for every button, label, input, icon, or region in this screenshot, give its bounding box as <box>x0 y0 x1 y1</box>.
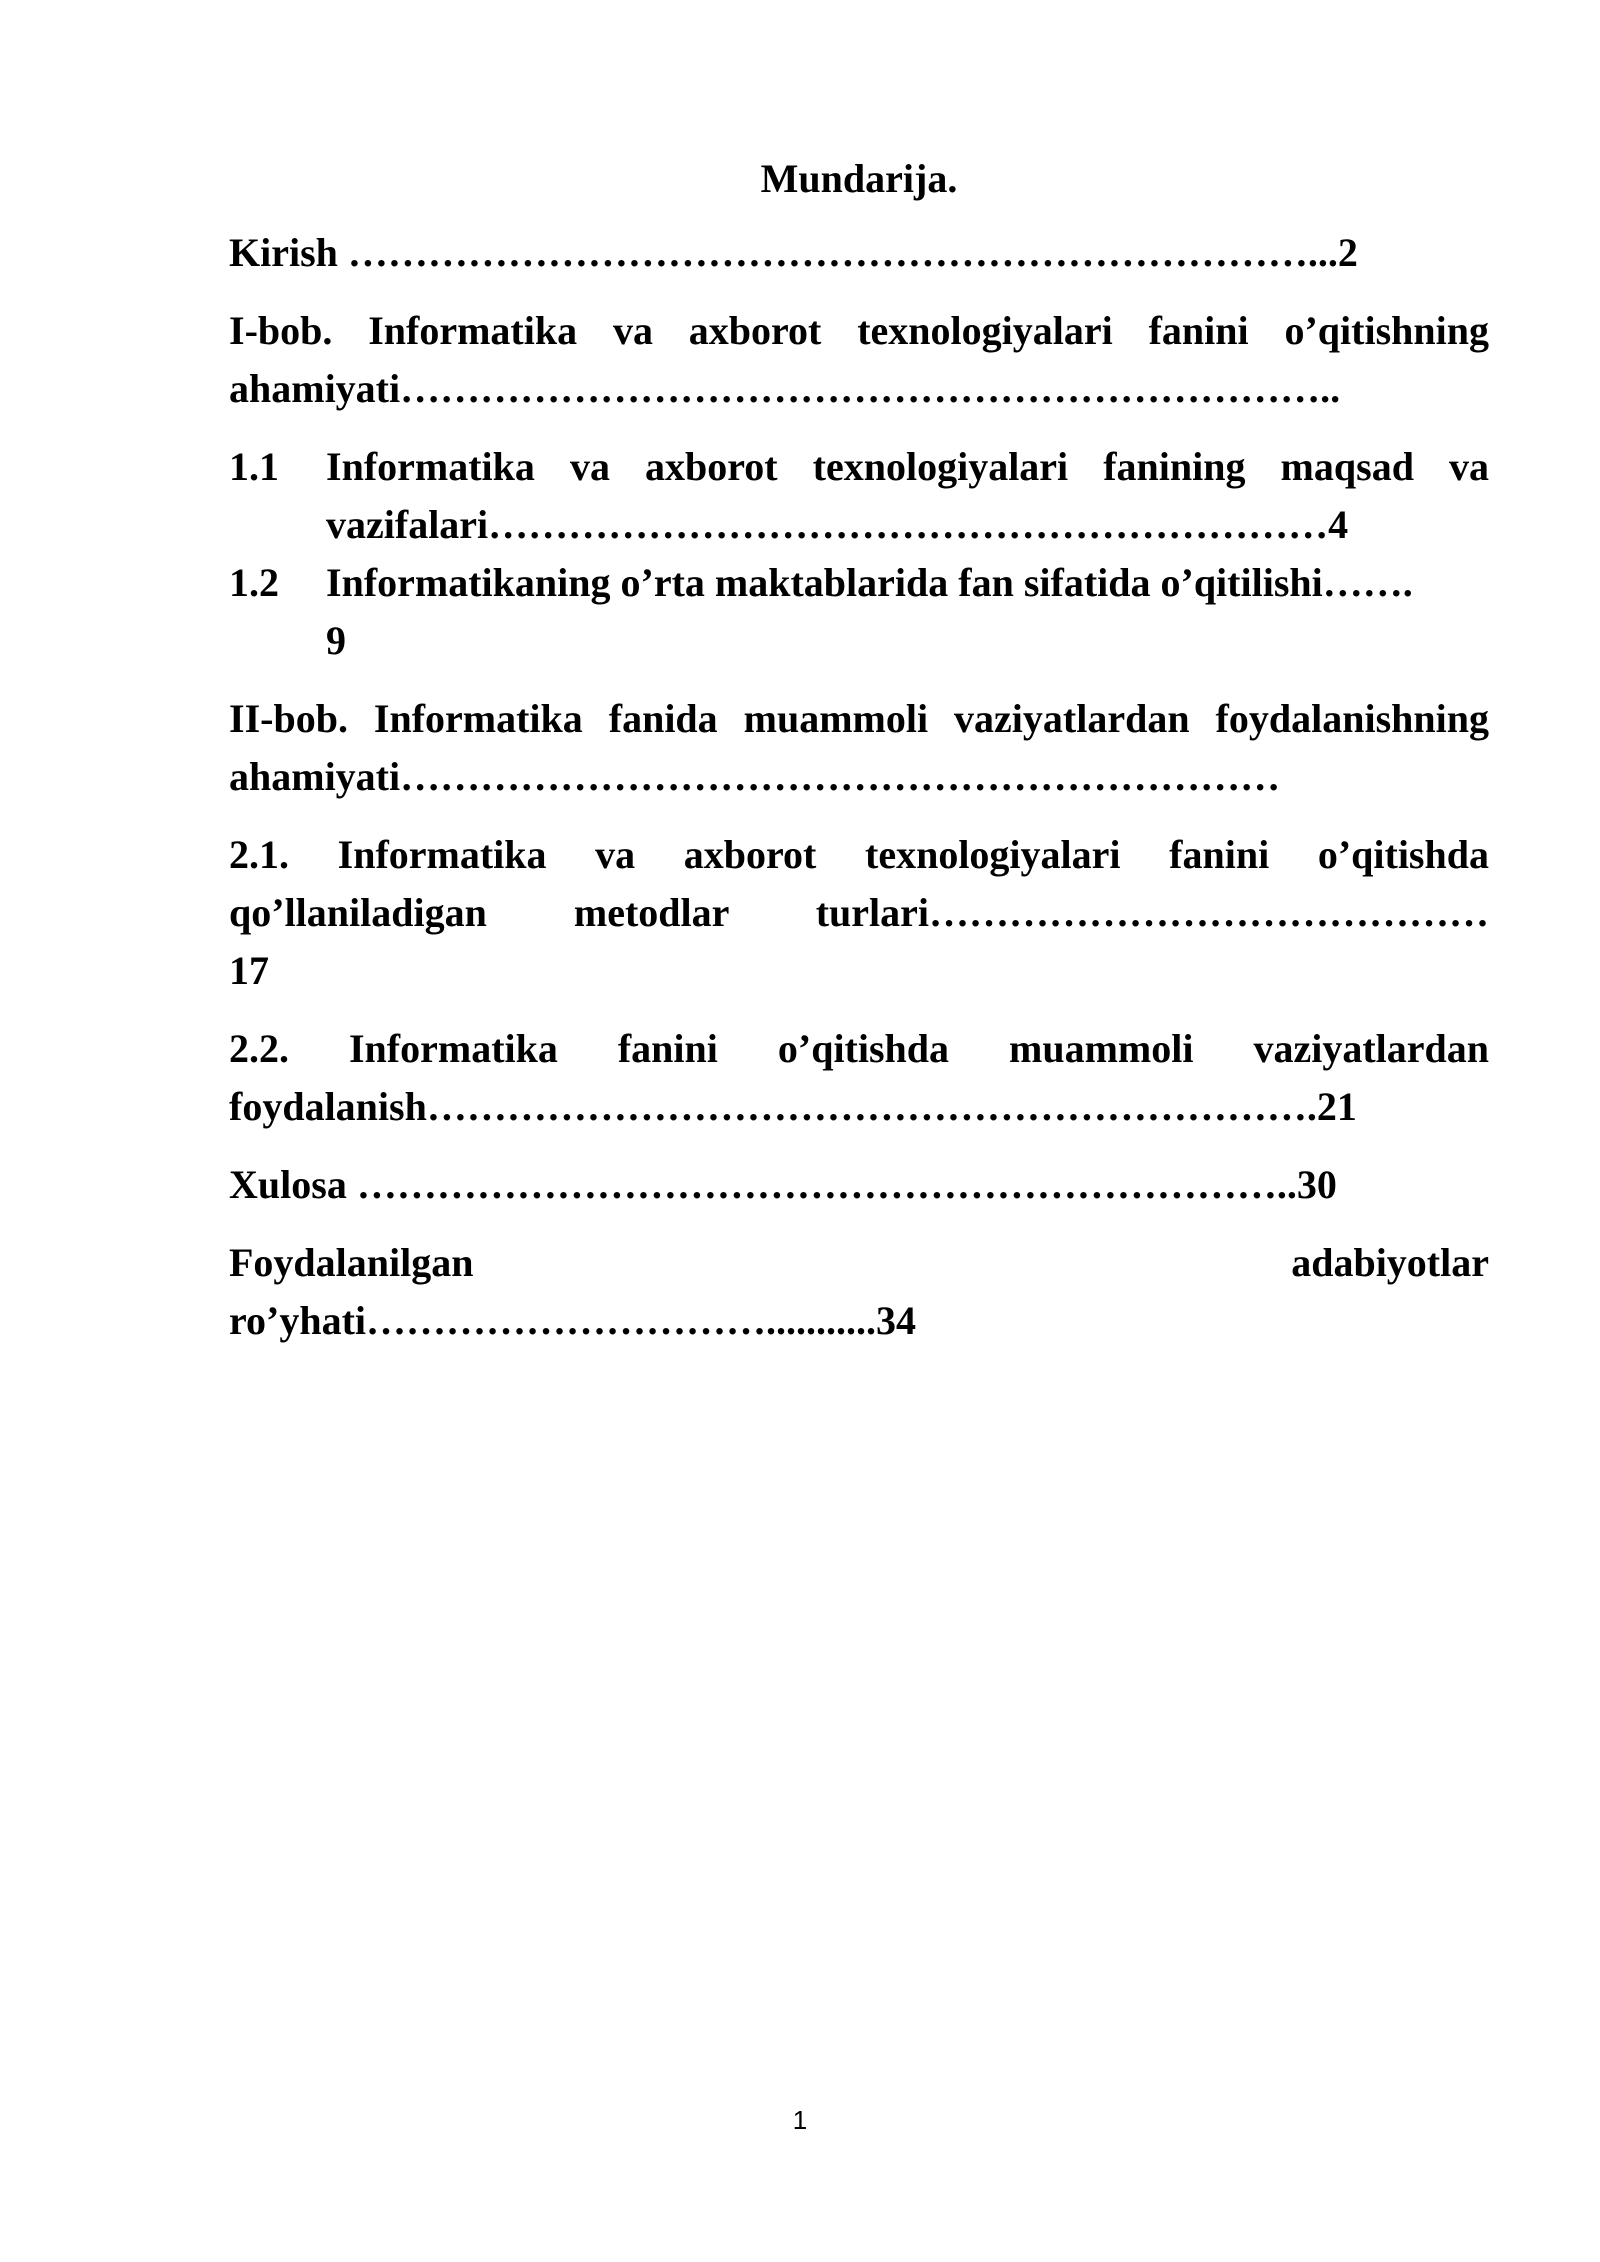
toc-entry-chapter-1-line-2: ahamiyati…………………………………………………………….. <box>229 366 1341 411</box>
toc-entry-references-line-1: Foydalanilgan adabiyotlar <box>229 1240 1489 1285</box>
toc-entry-chapter-1-line-1: I-bob. Informatika va axborot texnologiyalari fanini o’qitishning <box>229 308 1489 353</box>
page-number: 1 <box>792 2105 808 2135</box>
toc-entry-section-1-1-line-1: Informatika va axborot texnologiyalari fanining maqsad va <box>326 444 1489 489</box>
toc-entry-section-2-1 <box>229 826 1489 1000</box>
table-of-contents <box>229 148 1489 1370</box>
toc-entry-kirish-text: Kirish ………………………………………………………………...2 <box>229 230 1358 275</box>
toc-entry-chapter-1 <box>229 302 1489 418</box>
toc-entry-section-2-2-line-2: foydalanish………………………………………………………….21 <box>229 1084 1357 1129</box>
toc-entry-section-2-2-line-1: 2.2. Informatika fanini o’qitishda muammoli vaziyatlardan <box>229 1026 1489 1071</box>
toc-entry-section-2-1-line-1: 2.1. Informatika va axborot texnologiyalari fanini o’qitishda <box>229 832 1489 877</box>
toc-entry-section-2-2 <box>229 1020 1489 1136</box>
toc-entry-references <box>229 1234 1489 1350</box>
toc-entry-section-1-1-number: 1.1 <box>229 444 279 489</box>
toc-entry-section-1-2-line-1: Informatikaning o’rta maktablarida fan sifatida o’qitilishi……. <box>326 560 1413 605</box>
toc-entry-chapter-2 <box>229 690 1489 806</box>
toc-entry-chapter-2-line-1: II-bob. Informatika fanida muammoli vaziyatlardan foydalanishning <box>229 696 1489 741</box>
toc-entry-section-2-1-line-2: qo’llaniladigan metodlar turlari…………………………………… <box>229 890 1489 935</box>
toc-entry-section-1-2-number: 1.2 <box>229 560 279 605</box>
toc-title: Mundarija. <box>760 156 958 201</box>
toc-entry-references-line-2: ro’yhati…………………………...........34 <box>229 1298 917 1343</box>
toc-entry-xulosa <box>229 1156 1489 1214</box>
toc-entry-section-1-2-line-2: 9 <box>326 618 346 663</box>
toc-entry-section-1-1 <box>229 438 1489 554</box>
toc-entry-xulosa-text: Xulosa ……………………………………………………………..30 <box>229 1162 1337 1207</box>
toc-entry-section-1-2 <box>229 554 1489 670</box>
toc-entry-chapter-2-line-2: ahamiyati………………………………………………………… <box>229 754 1281 799</box>
toc-entry-section-2-1-line-3: 17 <box>229 948 269 993</box>
toc-entry-section-1-1-line-2: vazifalari………………………………………………………4 <box>326 502 1349 547</box>
toc-entry-kirish <box>229 224 1489 282</box>
